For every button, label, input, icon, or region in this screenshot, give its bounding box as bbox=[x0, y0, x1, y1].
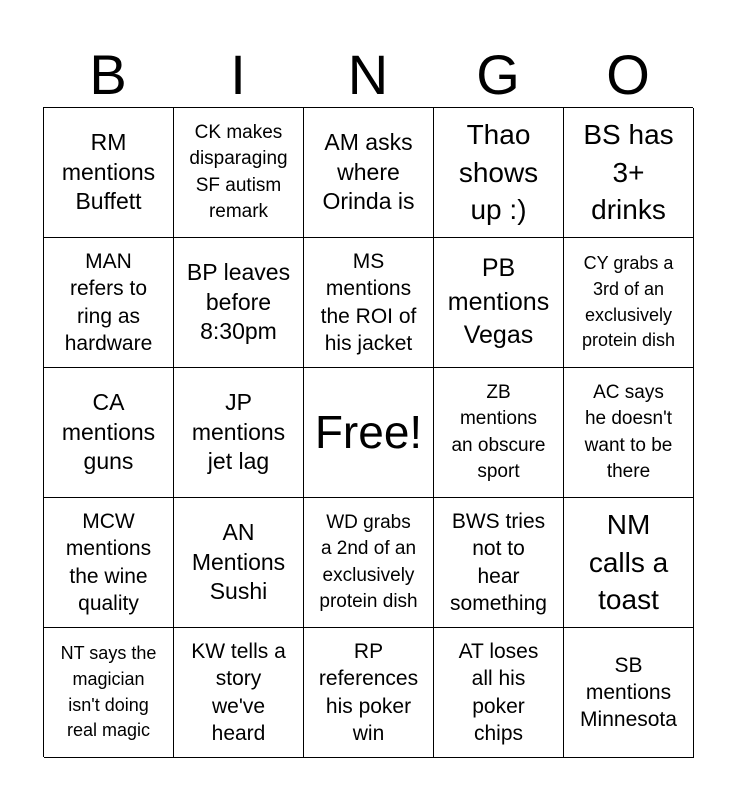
header-letter-i: I bbox=[230, 43, 246, 106]
bingo-cell[interactable] bbox=[304, 238, 434, 368]
bingo-cell[interactable] bbox=[44, 628, 174, 758]
bingo-cell[interactable] bbox=[174, 628, 304, 758]
bingo-cell[interactable] bbox=[434, 368, 564, 498]
header-letter-g: G bbox=[476, 43, 520, 106]
bingo-cell[interactable] bbox=[304, 628, 434, 758]
bingo-cell-text: BS has 3+ drinks bbox=[583, 118, 674, 226]
bingo-cell[interactable] bbox=[174, 238, 304, 368]
bingo-cell-text: MAN refers to ring as hardware bbox=[64, 249, 153, 355]
bingo-cell-text: JP mentions jet lag bbox=[191, 388, 286, 475]
bingo-cell[interactable] bbox=[564, 498, 694, 628]
bingo-cell[interactable] bbox=[434, 628, 564, 758]
bingo-cell[interactable] bbox=[304, 498, 434, 628]
free-space[interactable] bbox=[304, 368, 434, 498]
bingo-cell-text: AT loses all his poker chips bbox=[458, 639, 539, 745]
bingo-cell-text: NT says the magician isn't doing real magic bbox=[60, 643, 157, 741]
bingo-cell-text: MS mentions the ROI of his jacket bbox=[320, 249, 417, 355]
bingo-cell[interactable] bbox=[174, 108, 304, 238]
bingo-cell-text: AC says he doesn't want to be there bbox=[584, 382, 673, 482]
bingo-cell[interactable] bbox=[44, 108, 174, 238]
free-space-text: Free! bbox=[314, 406, 423, 459]
bingo-cell[interactable] bbox=[44, 238, 174, 368]
bingo-cell-text: WD grabs a 2nd of an exclusively protein dish bbox=[319, 512, 418, 612]
bingo-cell[interactable] bbox=[564, 238, 694, 368]
bingo-cell-text: MCW mentions the wine quality bbox=[65, 509, 152, 615]
bingo-cell[interactable] bbox=[434, 498, 564, 628]
bingo-cell[interactable] bbox=[44, 498, 174, 628]
bingo-cell[interactable] bbox=[434, 108, 564, 238]
bingo-cell-text: BWS tries not to hear something bbox=[450, 509, 547, 615]
header-letter-o: O bbox=[606, 43, 650, 106]
bingo-cell[interactable] bbox=[564, 628, 694, 758]
bingo-grid bbox=[43, 107, 693, 757]
bingo-cell[interactable] bbox=[174, 368, 304, 498]
bingo-cell-text: RP references his poker win bbox=[318, 639, 419, 745]
bingo-cell[interactable] bbox=[304, 108, 434, 238]
bingo-cell[interactable] bbox=[564, 368, 694, 498]
bingo-cell-text: CA mentions guns bbox=[61, 388, 156, 475]
bingo-cell-text: Thao shows up :) bbox=[458, 118, 539, 226]
bingo-cell-text: PB mentions Vegas bbox=[447, 253, 550, 350]
bingo-cell-text: ZB mentions an obscure sport bbox=[451, 382, 546, 482]
bingo-cell[interactable] bbox=[434, 238, 564, 368]
bingo-cell-text: AM asks where Orinda is bbox=[322, 128, 415, 215]
bingo-cell-text: AN Mentions Sushi bbox=[191, 518, 286, 605]
bingo-cell-text: RM mentions Buffett bbox=[61, 128, 156, 215]
bingo-cell-text: SB mentions Minnesota bbox=[580, 653, 677, 732]
bingo-cell-text: CY grabs a 3rd of an exclusively protein dish bbox=[581, 253, 676, 351]
bingo-cell-text: BP leaves before 8:30pm bbox=[186, 258, 291, 345]
bingo-cell-text: CK makes disparaging SF autism remark bbox=[189, 122, 288, 222]
header-letter-n: N bbox=[347, 43, 389, 106]
bingo-cell[interactable] bbox=[174, 498, 304, 628]
bingo-cell[interactable] bbox=[44, 368, 174, 498]
header-letter-b: B bbox=[89, 43, 127, 106]
bingo-cell-text: NM calls a toast bbox=[588, 508, 669, 616]
bingo-header bbox=[43, 44, 693, 106]
bingo-cell[interactable] bbox=[564, 108, 694, 238]
bingo-cell-text: KW tells a story we've heard bbox=[191, 639, 286, 745]
